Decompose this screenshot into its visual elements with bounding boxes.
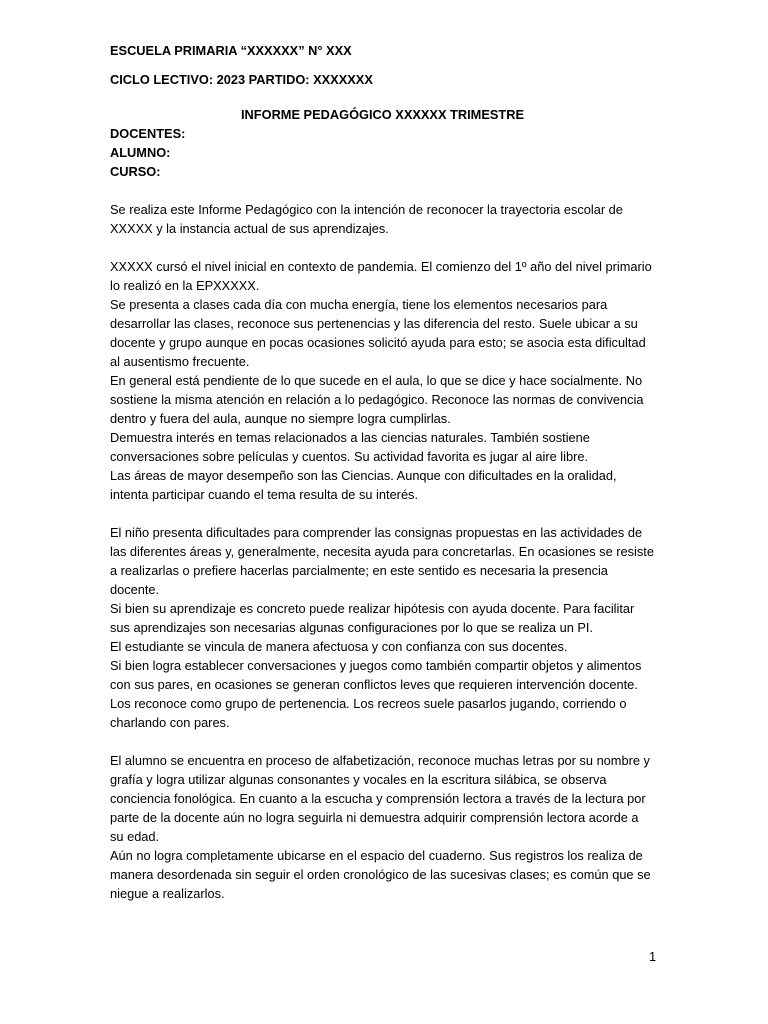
text-line: grafía y logra utilizar algunas consonantes y vocales en la escritura silábica, se observa (110, 772, 607, 787)
text-line: conciencia fonológica. En cuanto a la escucha y comprensión lectora a través de la lectura por (110, 791, 646, 806)
text-line: las diferentes áreas y, generalmente, necesita ayuda para concretarlas. En ocasiones se resiste (110, 544, 654, 559)
text-line: XXXXX cursó el nivel inicial en contexto de pandemia. El comienzo del 1º año del nivel primario (110, 259, 652, 274)
text-line: El alumno se encuentra en proceso de alfabetización, reconoce muchas letras por su nombre y (110, 753, 650, 768)
text-line: Se presenta a clases cada día con mucha energía, tiene los elementos necesarios para (110, 297, 608, 312)
text-line: En general está pendiente de lo que sucede en el aula, lo que se dice y hace socialmente. No (110, 373, 643, 388)
section-1 (110, 257, 655, 504)
report-title: INFORME PEDAGÓGICO XXXXXX TRIMESTRE (241, 107, 524, 122)
text-line: parte de la docente aún no logra seguirla ni demuestra adquirir comprensión lectora acorde a (110, 810, 639, 825)
text-line: Aún no logra completamente ubicarse en el espacio del cuaderno. Sus registros los realiza de (110, 848, 643, 863)
text-line: docente y grupo aunque en pocas ocasiones solicitó ayuda para esto; se asocia esta dificultad (110, 335, 646, 350)
text-line: Demuestra interés en temas relacionados a las ciencias naturales. También sostiene (110, 430, 590, 445)
field-docentes: DOCENTES: (110, 126, 186, 141)
text-line: sus aprendizajes son necesarias algunas configuraciones por lo que se realiza un PI. (110, 620, 594, 635)
text-line: su edad. (110, 829, 160, 844)
page-number: 1 (649, 949, 657, 964)
text-line: manera desordenada sin seguir el orden cronológico de las sucesivas clases; es común que se (110, 867, 651, 882)
spacer (110, 732, 655, 751)
cycle-header: CICLO LECTIVO: 2023 PARTIDO: XXXXXXX (110, 72, 373, 87)
spacer (110, 181, 655, 200)
text-line: lo realizó en la EPXXXXX. (110, 278, 260, 293)
text-line: XXXXX y la instancia actual de sus aprendizajes. (110, 221, 389, 236)
text-line: conversaciones sobre películas y cuentos. Su actividad favorita es jugar al aire libre. (110, 449, 589, 464)
section-2 (110, 523, 655, 732)
spacer (110, 238, 655, 257)
text-line: dentro y fuera del aula, aunque no siempre logra cumplirlas. (110, 411, 451, 426)
text-line: niegue a realizarlos. (110, 886, 225, 901)
text-line: Si bien logra establecer conversaciones y juegos como también compartir objetos y alimentos (110, 658, 642, 673)
text-line: Si bien su aprendizaje es concreto puede realizar hipótesis con ayuda docente. Para facilitar (110, 601, 635, 616)
text-line: charlando con pares. (110, 715, 230, 730)
text-line: con sus pares, en ocasiones se generan conflictos leves que requieren intervención docente. (110, 677, 638, 692)
spacer (110, 504, 655, 523)
document-body (110, 41, 655, 903)
text-line: intenta participar cuando el tema resulta de su interés. (110, 487, 419, 502)
section-3 (110, 751, 655, 903)
school-header: ESCUELA PRIMARIA “XXXXXX” N° XXX (110, 43, 352, 58)
intro-paragraph (110, 200, 655, 238)
text-line: Se realiza este Informe Pedagógico con la intención de reconocer la trayectoria escolar de (110, 202, 623, 217)
text-line: desarrollar las clases, reconoce sus pertenencias y las diferencia del resto. Suele ubicar a su (110, 316, 638, 331)
field-curso: CURSO: (110, 164, 161, 179)
text-line: al ausentismo frecuente. (110, 354, 250, 369)
text-line: Las áreas de mayor desempeño son las Ciencias. Aunque con dificultades en la oralidad, (110, 468, 617, 483)
text-line: docente. (110, 582, 160, 597)
text-line: El niño presenta dificultades para comprender las consignas propuestas en las actividades de (110, 525, 643, 540)
text-line: a realizarlas o prefiere hacerlas parcialmente; en este sentido es necesaria la presencia (110, 563, 608, 578)
text-line: sostiene la misma atención en relación a lo pedagógico. Reconoce las normas de convivencia (110, 392, 644, 407)
text-line: Los reconoce como grupo de pertenencia. Los recreos suele pasarlos jugando, corriendo o (110, 696, 627, 711)
text-line: El estudiante se vincula de manera afectuosa y con confianza con sus docentes. (110, 639, 568, 654)
field-alumno: ALUMNO: (110, 145, 171, 160)
